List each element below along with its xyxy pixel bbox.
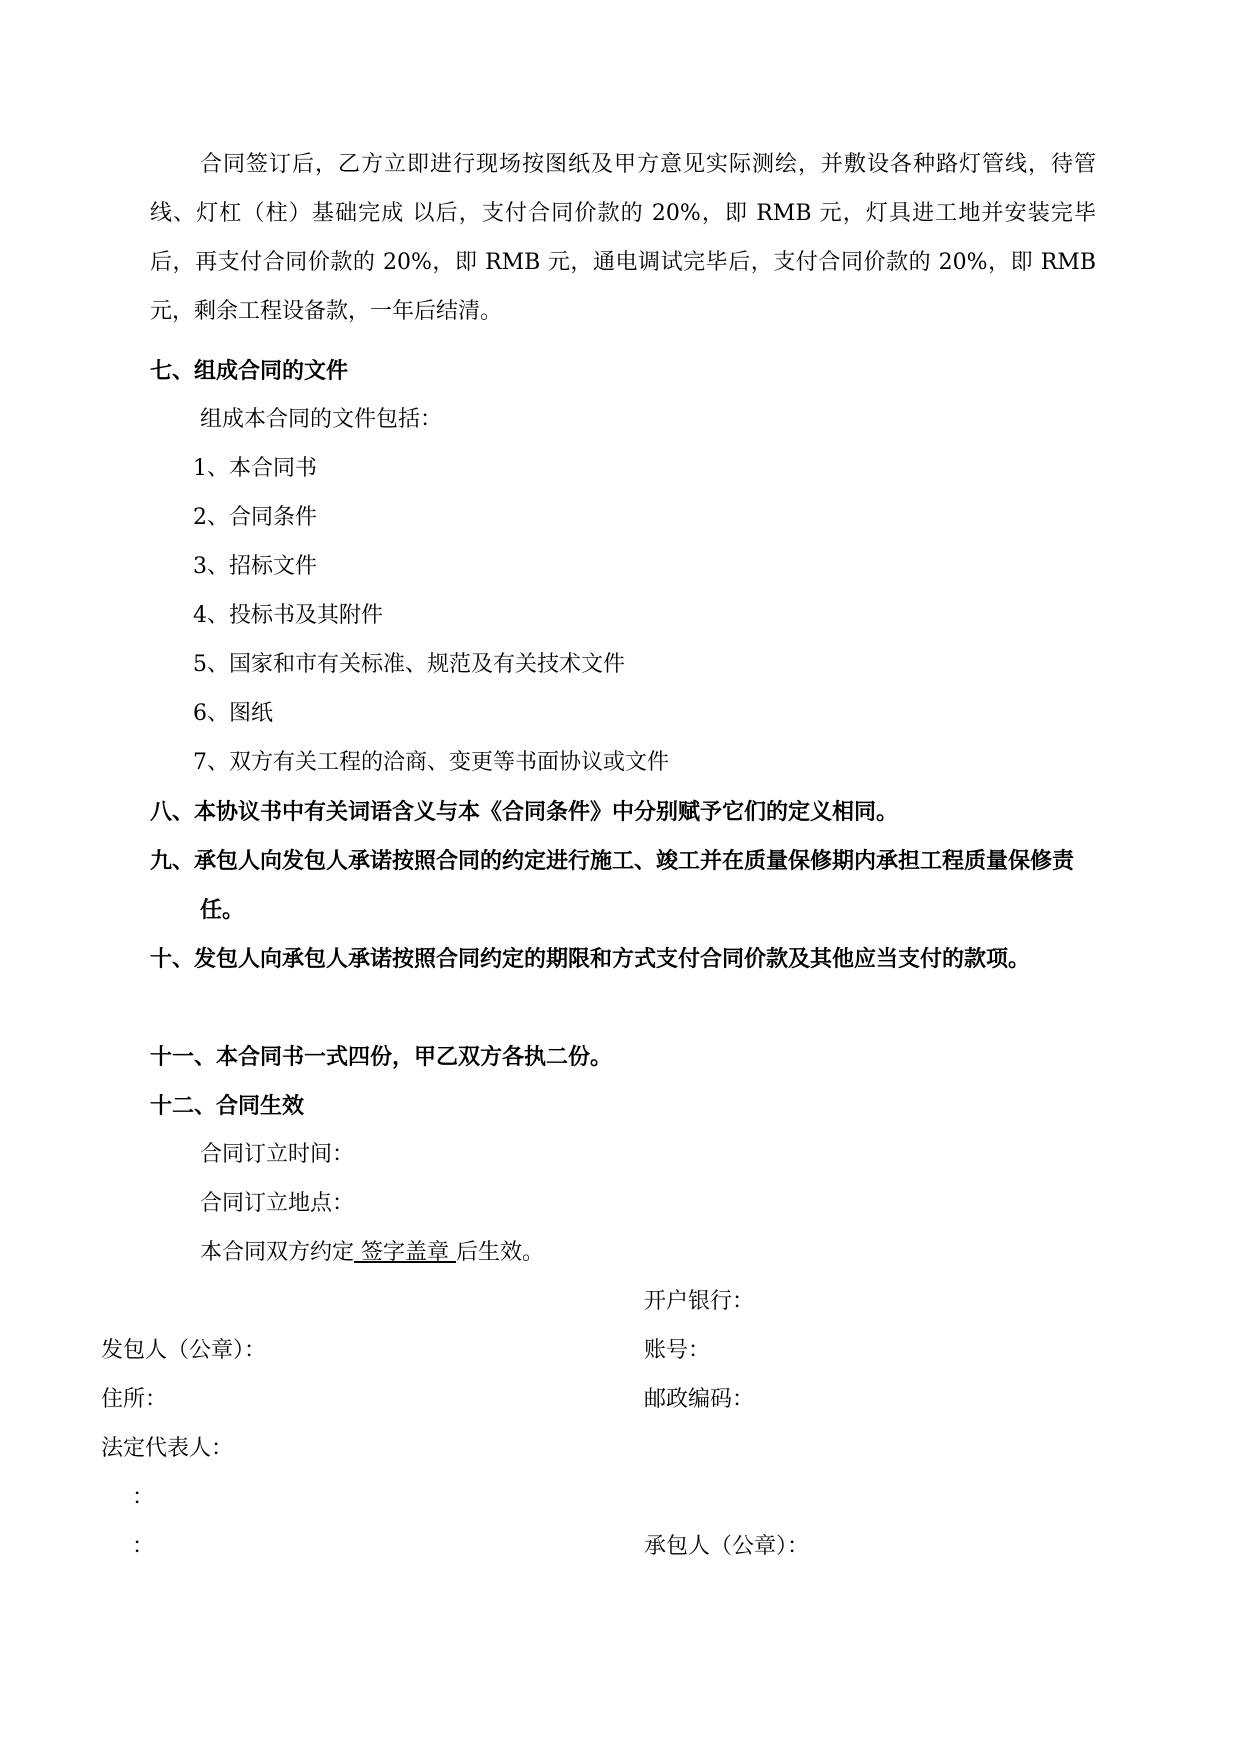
effect-prefix: 本合同双方约定	[200, 1240, 355, 1265]
payment-paragraph: 合同签订后，乙方立即进行现场按图纸及甲方意见实际测绘，并敷设各种路灯管线，待管线、灯杠（柱）基础完成 以后，支付合同价款的 20%，即 RMB 元，灯具进工地并安装完毕后，再支付合同价款的 20%，即 RMB 元，通电调试完毕后，支付合同价款的 20%，即 RMB 元，剩余工程设备款，一年后结清。	[150, 152, 1096, 324]
postcode-label: 邮政编码：	[644, 1387, 755, 1412]
list-item: 2、合同条件	[193, 505, 317, 530]
account-label: 账号：	[644, 1338, 711, 1363]
section-8: 八、本协议书中有关词语含义与本《合同条件》中分别赋予它们的定义相同。	[150, 799, 899, 825]
section-12-heading: 十二、合同生效	[150, 1093, 305, 1119]
section-7-heading: 七、组成合同的文件	[150, 358, 349, 384]
employer-label: 发包人（公章）：	[101, 1338, 267, 1363]
list-item: 3、招标文件	[193, 554, 317, 579]
list-item: 5、国家和市有关标准、规范及有关技术文件	[193, 652, 625, 677]
list-item: 7、双方有关工程的洽商、变更等书面协议或文件	[193, 750, 669, 775]
legal-rep-label: 法定代表人：	[101, 1436, 234, 1461]
section-7-intro: 组成本合同的文件包括：	[200, 407, 443, 432]
bank-label: 开户银行：	[644, 1289, 755, 1314]
address-label: 住所：	[101, 1387, 168, 1412]
list-item: 6、图纸	[193, 701, 273, 726]
contractor-label: 承包人（公章）：	[644, 1534, 810, 1559]
colon-mark: ：	[132, 1485, 155, 1510]
list-item: 1、本合同书	[193, 456, 317, 481]
section-10: 十、发包人向承包人承诺按照合同约定的期限和方式支付合同价款及其他应当支付的款项。	[150, 946, 1031, 972]
section-9: 九、承包人向发包人承诺按照合同的约定进行施工、竣工并在质量保修期内承担工程质量保修责任。	[150, 848, 1075, 923]
contract-place-label: 合同订立地点：	[200, 1191, 355, 1216]
effect-suffix: 后生效。	[456, 1240, 545, 1265]
effect-underlined: 签字盖章	[354, 1240, 457, 1265]
section-11: 十一、本合同书一式四份，甲乙双方各执二份。	[150, 1044, 613, 1070]
list-item: 4、投标书及其附件	[193, 603, 383, 628]
effect-statement	[200, 1238, 544, 1268]
colon-mark: ：	[132, 1534, 155, 1559]
contract-time-label: 合同订立时间：	[200, 1142, 355, 1167]
